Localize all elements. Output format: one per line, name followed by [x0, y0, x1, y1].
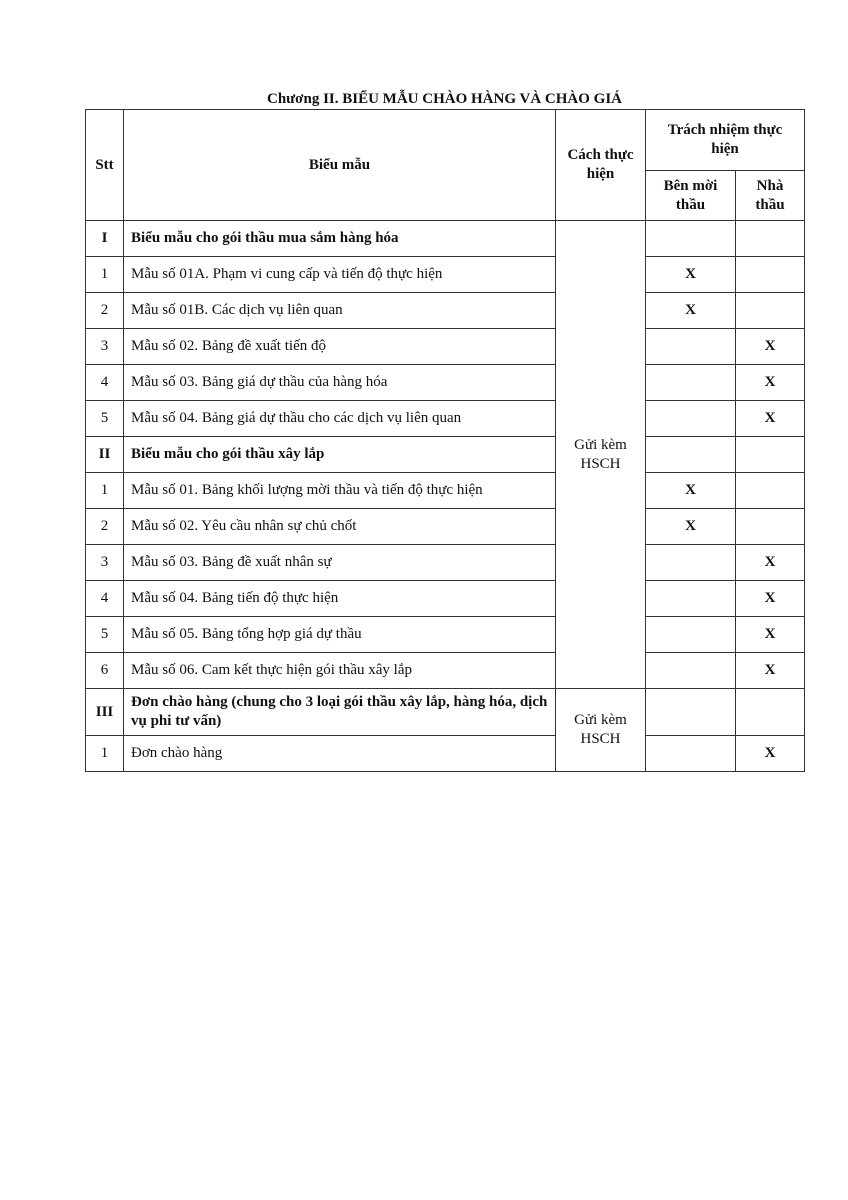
row-stt: 4: [86, 365, 124, 401]
row-stt: 1: [86, 473, 124, 509]
page-title: Chương II. BIỂU MẪU CHÀO HÀNG VÀ CHÀO GIÁ: [267, 91, 622, 107]
inviter-mark: [646, 365, 736, 401]
row-stt: 3: [86, 329, 124, 365]
table-row: [86, 293, 805, 329]
header-stt: Stt: [86, 110, 124, 221]
inviter-mark: [646, 653, 736, 689]
row-stt: 5: [86, 617, 124, 653]
table-row: [86, 581, 805, 617]
contractor-mark: X: [736, 329, 805, 365]
contractor-mark: [736, 473, 805, 509]
table-row: [86, 473, 805, 509]
empty-cell: [736, 437, 805, 473]
contractor-mark: X: [736, 401, 805, 437]
table-row: [86, 545, 805, 581]
row-form-name: Mẫu số 01B. Các dịch vụ liên quan: [124, 293, 556, 329]
contractor-mark: [736, 509, 805, 545]
inviter-mark: [646, 617, 736, 653]
inviter-mark: X: [646, 509, 736, 545]
section-row: [86, 689, 805, 736]
inviter-mark: [646, 736, 736, 772]
inviter-mark: [646, 581, 736, 617]
row-stt: 6: [86, 653, 124, 689]
inviter-mark: [646, 545, 736, 581]
row-stt: 3: [86, 545, 124, 581]
section-title: Đơn chào hàng (chung cho 3 loại gói thầu xây lắp, hàng hóa, dịch vụ phi tư vấn): [124, 689, 556, 736]
inviter-mark: X: [646, 257, 736, 293]
table-row: [86, 617, 805, 653]
row-stt: 2: [86, 293, 124, 329]
empty-cell: [646, 437, 736, 473]
section-stt: I: [86, 221, 124, 257]
method-cell: Gửi kèm HSCH: [556, 221, 646, 689]
inviter-mark: [646, 401, 736, 437]
contractor-mark: X: [736, 736, 805, 772]
contractor-mark: [736, 293, 805, 329]
row-stt: 5: [86, 401, 124, 437]
table-row: [86, 736, 805, 772]
contractor-mark: X: [736, 617, 805, 653]
contractor-mark: [736, 257, 805, 293]
row-form-name: Mẫu số 01. Bảng khối lượng mời thầu và tiến độ thực hiện: [124, 473, 556, 509]
section-title: Biểu mẫu cho gói thầu xây lắp: [124, 437, 556, 473]
row-stt: 1: [86, 257, 124, 293]
row-form-name: Mẫu số 03. Bảng đề xuất nhân sự: [124, 545, 556, 581]
table-row: [86, 257, 805, 293]
method-cell: Gửi kèm HSCH: [556, 689, 646, 772]
row-form-name: Mẫu số 02. Yêu cầu nhân sự chủ chốt: [124, 509, 556, 545]
row-form-name: Mẫu số 06. Cam kết thực hiện gói thầu xây lắp: [124, 653, 556, 689]
row-stt: 2: [86, 509, 124, 545]
header-form: Biểu mẫu: [124, 110, 556, 221]
contractor-mark: X: [736, 653, 805, 689]
section-title: Biểu mẫu cho gói thầu mua sắm hàng hóa: [124, 221, 556, 257]
contractor-mark: X: [736, 365, 805, 401]
row-stt: 4: [86, 581, 124, 617]
empty-cell: [646, 689, 736, 736]
header-contractor: Nhà thầu: [736, 171, 805, 221]
row-form-name: Đơn chào hàng: [124, 736, 556, 772]
contractor-mark: X: [736, 545, 805, 581]
header-method: Cách thực hiện: [556, 110, 646, 221]
inviter-mark: [646, 329, 736, 365]
contractor-mark: X: [736, 581, 805, 617]
section-row: [86, 437, 805, 473]
section-stt: III: [86, 689, 124, 736]
row-form-name: Mẫu số 05. Bảng tổng hợp giá dự thầu: [124, 617, 556, 653]
table-row: [86, 329, 805, 365]
inviter-mark: X: [646, 473, 736, 509]
row-form-name: Mẫu số 04. Bảng giá dự thầu cho các dịch vụ liên quan: [124, 401, 556, 437]
row-form-name: Mẫu số 02. Bảng đề xuất tiến độ: [124, 329, 556, 365]
empty-cell: [646, 221, 736, 257]
row-stt: 1: [86, 736, 124, 772]
section-row: [86, 221, 805, 257]
table-row: [86, 365, 805, 401]
inviter-mark: X: [646, 293, 736, 329]
section-stt: II: [86, 437, 124, 473]
forms-table: [85, 109, 805, 772]
row-form-name: Mẫu số 01A. Phạm vi cung cấp và tiến độ thực hiện: [124, 257, 556, 293]
header-responsibility: Trách nhiệm thực hiện: [646, 110, 805, 171]
table-row: [86, 401, 805, 437]
row-form-name: Mẫu số 04. Bảng tiến độ thực hiện: [124, 581, 556, 617]
row-form-name: Mẫu số 03. Bảng giá dự thầu của hàng hóa: [124, 365, 556, 401]
header-inviter: Bên mời thầu: [646, 171, 736, 221]
empty-cell: [736, 689, 805, 736]
table-row: [86, 653, 805, 689]
empty-cell: [736, 221, 805, 257]
table-row: [86, 509, 805, 545]
